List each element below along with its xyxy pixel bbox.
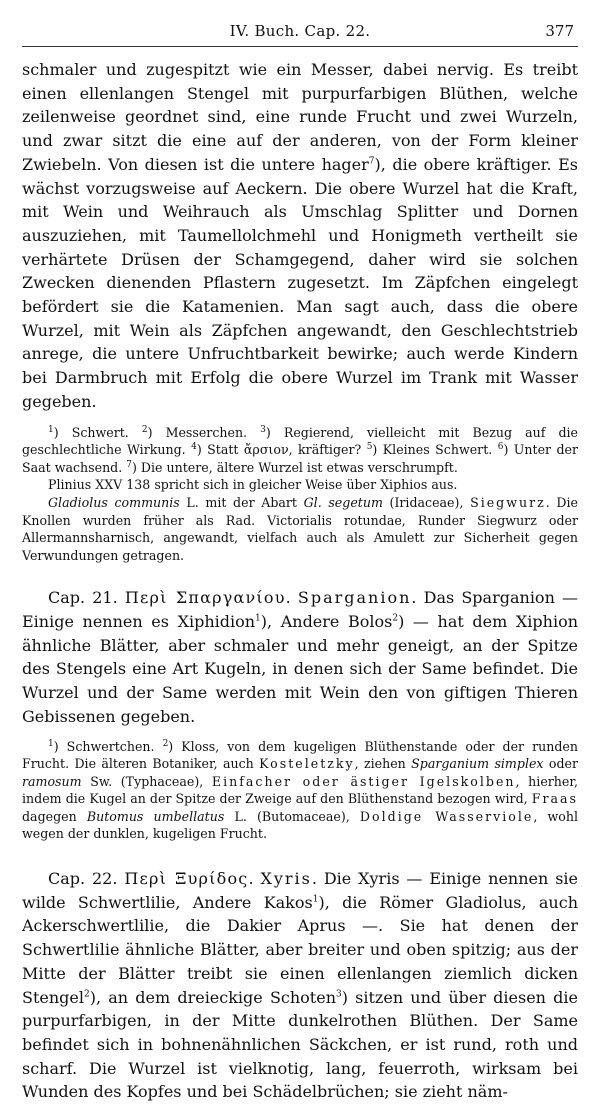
paragraph-xiphion-continued: schmaler und zugespitzt wie ein Messer, dabei nervig. Es treibt einen ellenlangen Stengel mit purpurfarbigen Blüthen, welche zeilenweise geordnet sind, eine runde Frucht und zwei Wurzeln, und zwar sitzt die eine auf der anderen, von der Form kleiner Zwiebeln. Von diesen ist die untere hager$^7$), die obere kräftiger. Es wächst vorzugsweise auf Aeckern. Die obere Wurzel hat die Kraft, mit Wein und Weihrauch als Umschlag Splitter und Dornen auszuziehen, mit Taumellolchmehl und Honigmeth vertheilt sie verhärtete Drüsen der Schamgegend, daher wird sie solchen Zwecken dienenden Pflastern zugesetzt. Im Zäpfchen eingelegt befördert sie die Katamenien. Man sagt auch, dass die obere Wurzel, mit Wein als Zäpfchen angewandt, den Geschlechtstrieb anrege, die untere Unfruchtbarkeit bewirke; auch werde Kindern bei Darmbruch mit Erfolg die obere Wurzel im Trank mit Wasser gegeben.: [22, 60, 578, 411]
chapter-22-xyris: Cap. 22. Περὶ Ξυρίδος. Xyris. Die Xyris — Einige nennen sie wilde Schwertlilie, Andere Kakos$^1$), die Römer Gladiolus, auch Ackerschwertlilie, die Dakier Aprus —. Sie hat denen der Schwertlilie ähnliche Blätter, aber breiter und oben spitzig; aus der Mitte der Blätter treibt sie einen ellenlangen ziemlich dicken Stengel$^2$), an dem dreieckige Schoten$^3$) sitzen und über diesen die purpurfarbigen, in der Mitte dunkelrothen Blüthen. Der Same befindet sich in bohnenähnlichen Säckchen, er ist rund, roth und scharf. Die Wurzel ist vielknotig, lang, feuerroth, wirksam bei Wunden des Kopfes und bei Schädelbrüchen; sie zieht näm-: [22, 869, 578, 1102]
page-body: [22, 58, 578, 1104]
page-number: 377: [545, 22, 574, 40]
greek-heading: Περὶ Σπαργανίου: [124, 588, 286, 608]
plant-name: Sparganion: [297, 588, 412, 608]
footnote-gladiolus: Gladiolus communis L. mit der Abart Gl. segetum (Iridaceae), Siegwurz. Die Knollen wurden früher als Rad. Victorialis rotundae, Runder Siegwurz oder Allermannsharnisch, angewandt, vielfach auch als Amulett zur Sicherheit gegen Verwundungen getragen.: [22, 494, 578, 563]
footnote-plinius: Plinius XXV 138 spricht sich in gleicher Weise über Xiphios aus.: [48, 477, 458, 493]
footnotes-cap21: $^1$) Schwertchen. $^2$) Kloss, von dem kugeligen Blüthenstande oder der runden Frucht. Die älteren Botaniker, auch Kosteletzky, ziehen Sparganium simplex oder ramosum Sw. (Typhaceae), Einfacher oder ästiger Igelskolben, hierher, indem die Kugel an der Spitze der Zweige auf den Blüthenstand bezogen wird, Fraas dagegen Butomus umbellatus L. (Butomaceae), Doldige Wasserviole, wohl wegen der dunklen, kugeligen Frucht.: [22, 738, 579, 842]
running-head: [22, 22, 578, 44]
chapter-21-sparganion: Cap. 21. Περὶ Σπαργανίου. Sparganion. Das Sparganion — Einige nennen es Xiphidion$^1$), Andere Bolos$^2$) — hat dem Xiphion ähnliche Blätter, aber schmaler und mehr geneigt, an der Spitze des Stengels eine Art Kugeln, in denen sich der Same befindet. Die Wurzel und der Same werden mit Wein den von giftigen Thieren Gebissenen gegeben.: [22, 588, 579, 726]
header-rule: [22, 46, 578, 47]
footnote-marker: 7: [368, 156, 375, 167]
footnotes-cap20: $^1$) Schwert. $^2$) Messerchen. $^3$) Regierend, vielleicht mit Bezug auf die geschlechtliche Wirkung. $^4$) Statt ἄρσιον, kräftiger? $^5$) Kleines Schwert. $^6$) Unter der Saat wachsend. $^7$) Die untere, ältere Wurzel ist etwas verschrumpft.: [22, 424, 579, 475]
running-title: IV. Buch. Cap. 22.: [229, 22, 371, 40]
greek-heading: Περὶ Ξυρίδος: [124, 869, 249, 889]
plant-name: Xyris: [260, 869, 312, 889]
